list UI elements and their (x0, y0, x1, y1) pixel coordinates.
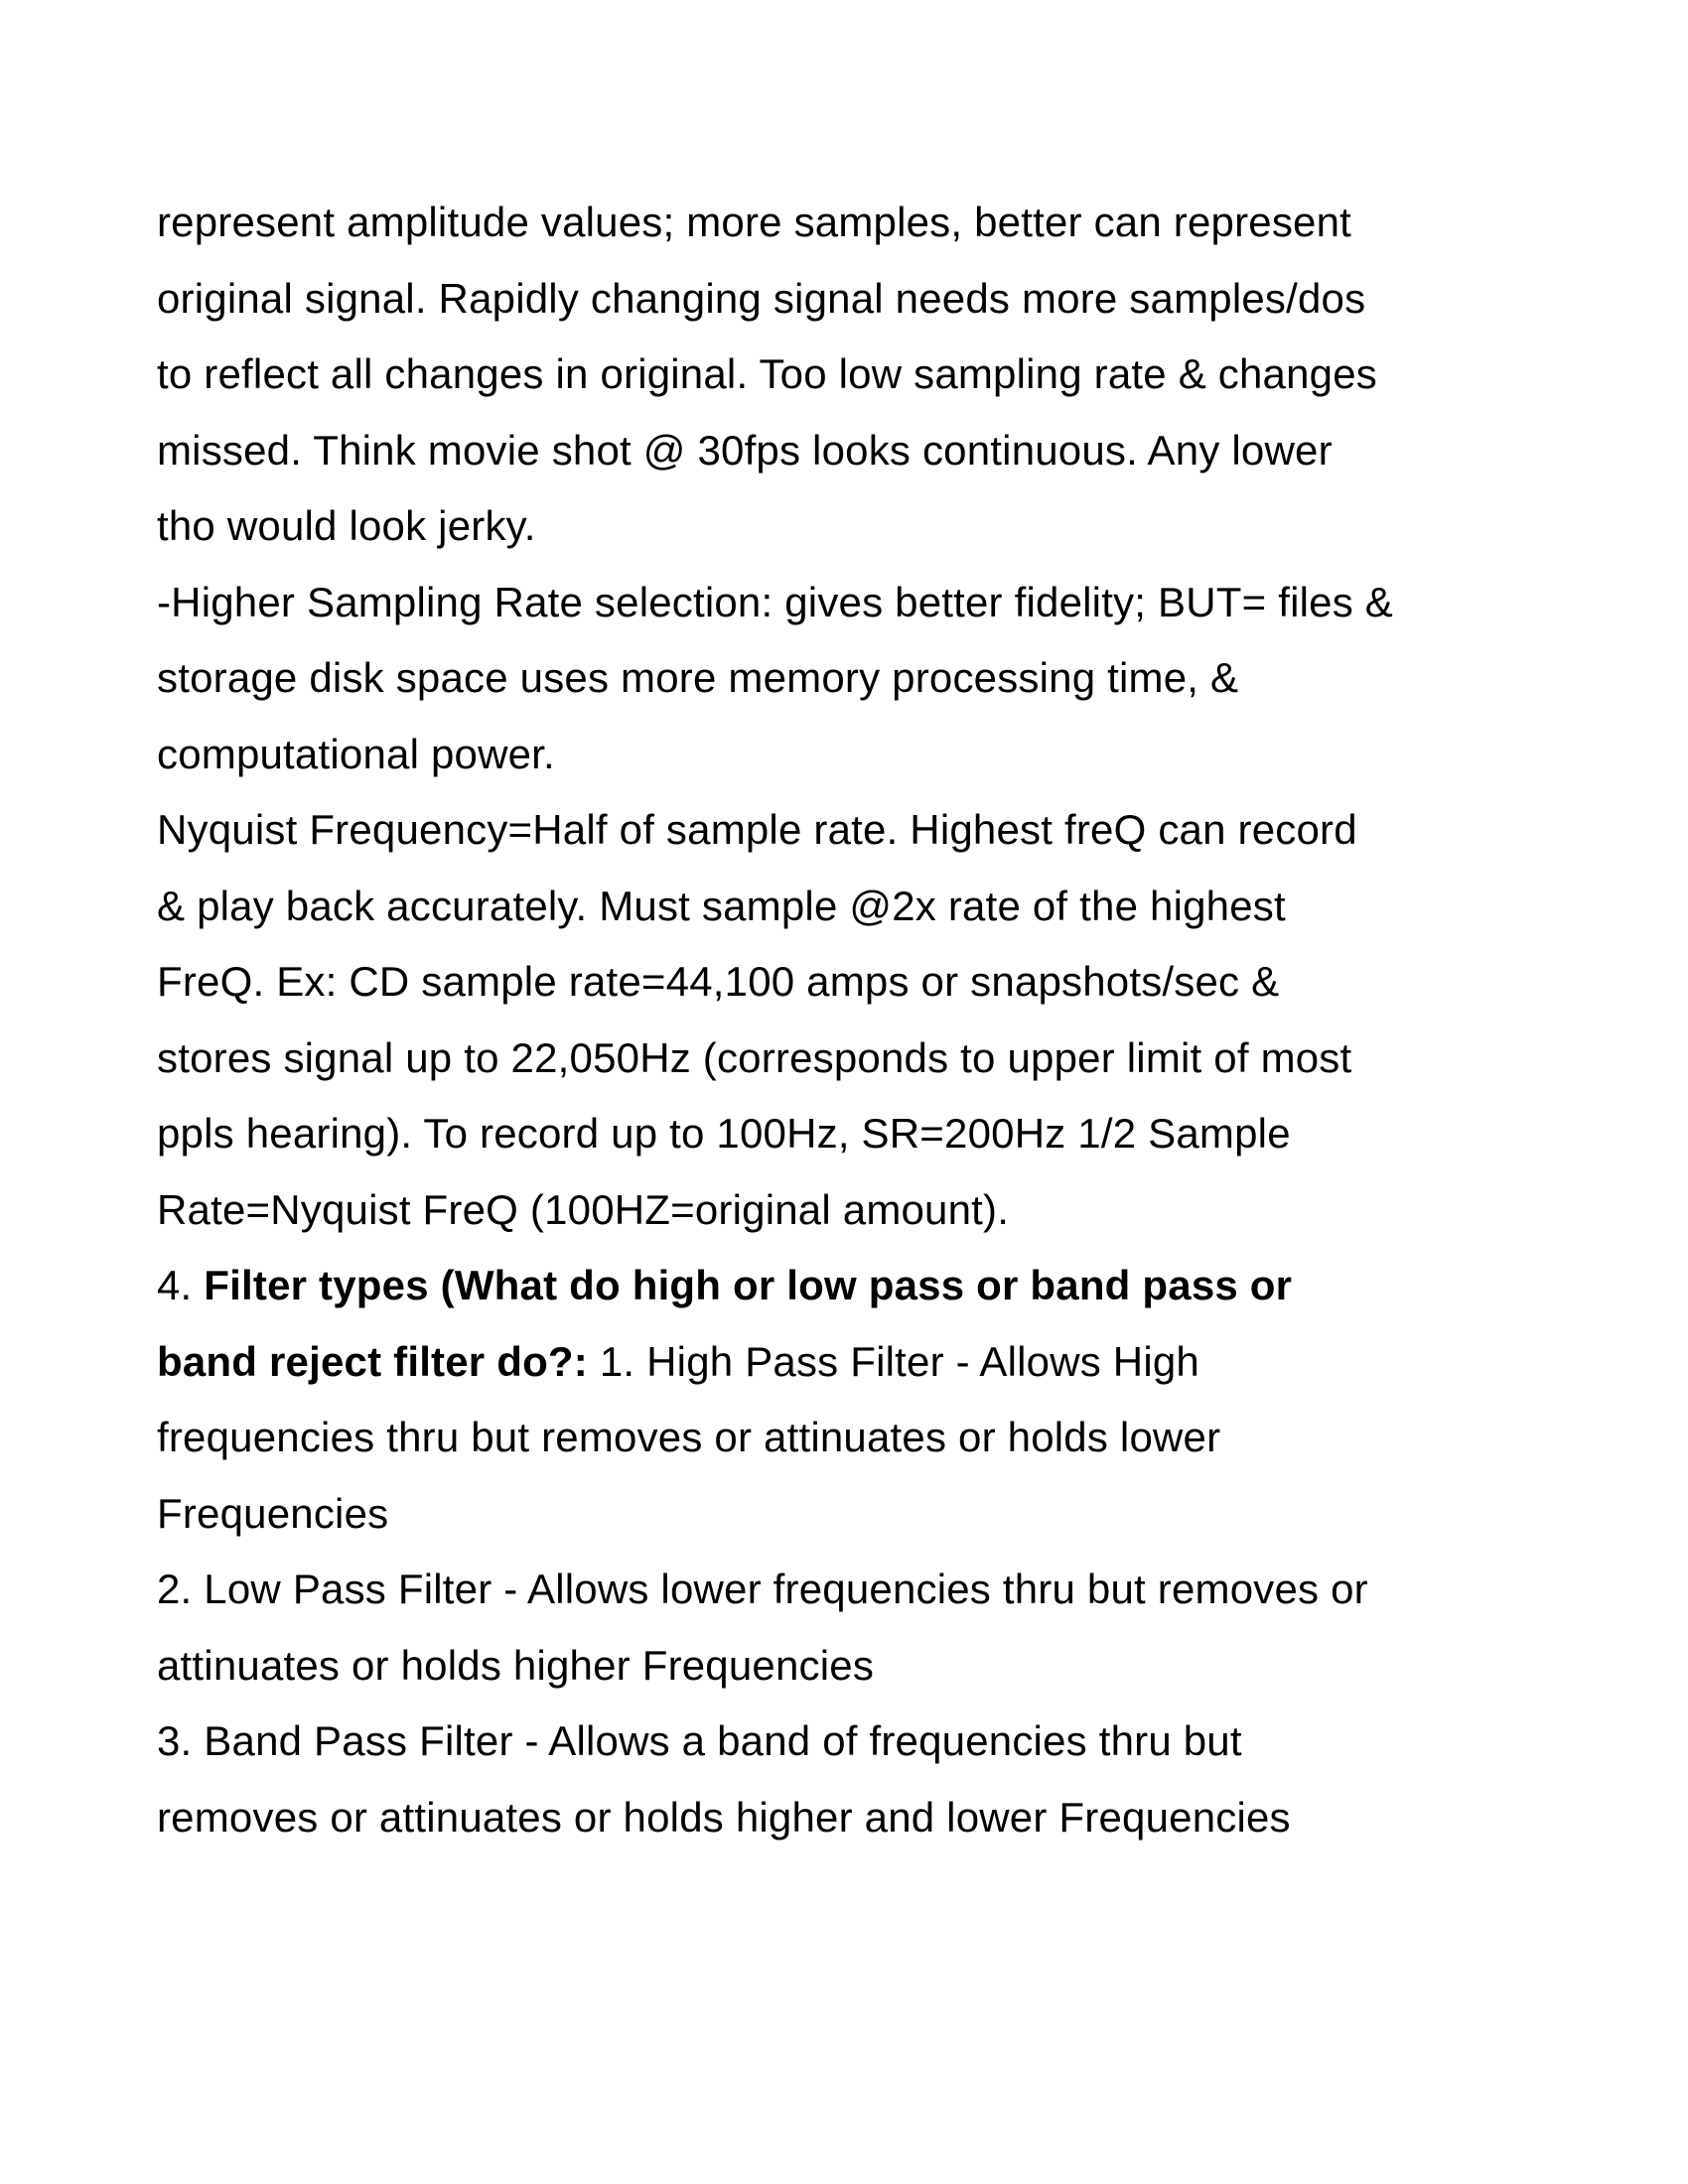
bold-text-run: band reject filter do?: (157, 1337, 600, 1385)
bold-text-run: Filter types (What do high or low pass or band pass or (204, 1262, 1293, 1308)
text-line (157, 944, 1567, 1021)
text-run: 4. (157, 1262, 205, 1308)
text-line (157, 1780, 1567, 1856)
text-run: frequencies thru but removes or attinuates or holds lower (157, 1414, 1221, 1460)
text-run: FreQ. Ex: CD sample rate=44,100 amps or snapshots/sec & (157, 958, 1280, 1005)
text-run: tho would look jerky. (157, 502, 536, 549)
text-line (157, 640, 1567, 717)
text-run: represent amplitude values; more samples, better can represent (157, 199, 1352, 245)
text-run: missed. Think movie shot @ 30fps looks continuous. Any lower (157, 426, 1333, 474)
text-run: Rate=Nyquist FreQ (100HZ=original amount). (157, 1185, 1010, 1233)
text-line (157, 1324, 1567, 1401)
text-run: ppls hearing). To record up to 100Hz, SR=200Hz 1/2 Sample (157, 1110, 1291, 1157)
text-line (157, 1248, 1567, 1324)
text-line (157, 1021, 1567, 1097)
text-run: 3. Band Pass Filter - Allows a band of frequencies thru but (157, 1717, 1242, 1764)
text-run: storage disk space uses more memory processing time, & (157, 654, 1239, 701)
text-run: Nyquist Frequency=Half of sample rate. Highest freQ can record (157, 806, 1357, 853)
text-line (157, 1172, 1567, 1249)
text-run: & play back accurately. Must sample @2x rate of the highest (157, 882, 1286, 929)
text-line (157, 1096, 1567, 1172)
text-run: original signal. Rapidly changing signal needs more samples/dos (157, 274, 1366, 322)
text-line (157, 717, 1567, 793)
text-line (157, 565, 1567, 641)
text-line (157, 1628, 1567, 1705)
text-run: 1. High Pass Filter - Allows High (599, 1337, 1199, 1385)
text-line (157, 337, 1567, 413)
text-run: 2. Low Pass Filter - Allows lower frequencies thru but removes or (157, 1566, 1368, 1612)
text-line (157, 869, 1567, 945)
text-run: attinuates or holds higher Frequencies (157, 1641, 875, 1689)
text-line (157, 488, 1567, 565)
text-run: computational power. (157, 730, 555, 777)
text-line (157, 261, 1567, 338)
text-run: stores signal up to 22,050Hz (corresponds to upper limit of most (157, 1033, 1352, 1081)
text-line (157, 792, 1567, 869)
text-line (157, 1476, 1567, 1553)
text-line (157, 1704, 1567, 1780)
text-line (157, 413, 1567, 489)
text-line (157, 185, 1567, 261)
text-line (157, 1400, 1567, 1476)
text-run: -Higher Sampling Rate selection: gives better fidelity; BUT= files & (157, 578, 1393, 625)
text-run: removes or attinuates or holds higher and lower Frequencies (157, 1793, 1291, 1841)
text-line (157, 1552, 1567, 1628)
text-block (157, 185, 1567, 1855)
text-run: to reflect all changes in original. Too low sampling rate & changes (157, 350, 1377, 397)
text-run: Frequencies (157, 1489, 389, 1537)
